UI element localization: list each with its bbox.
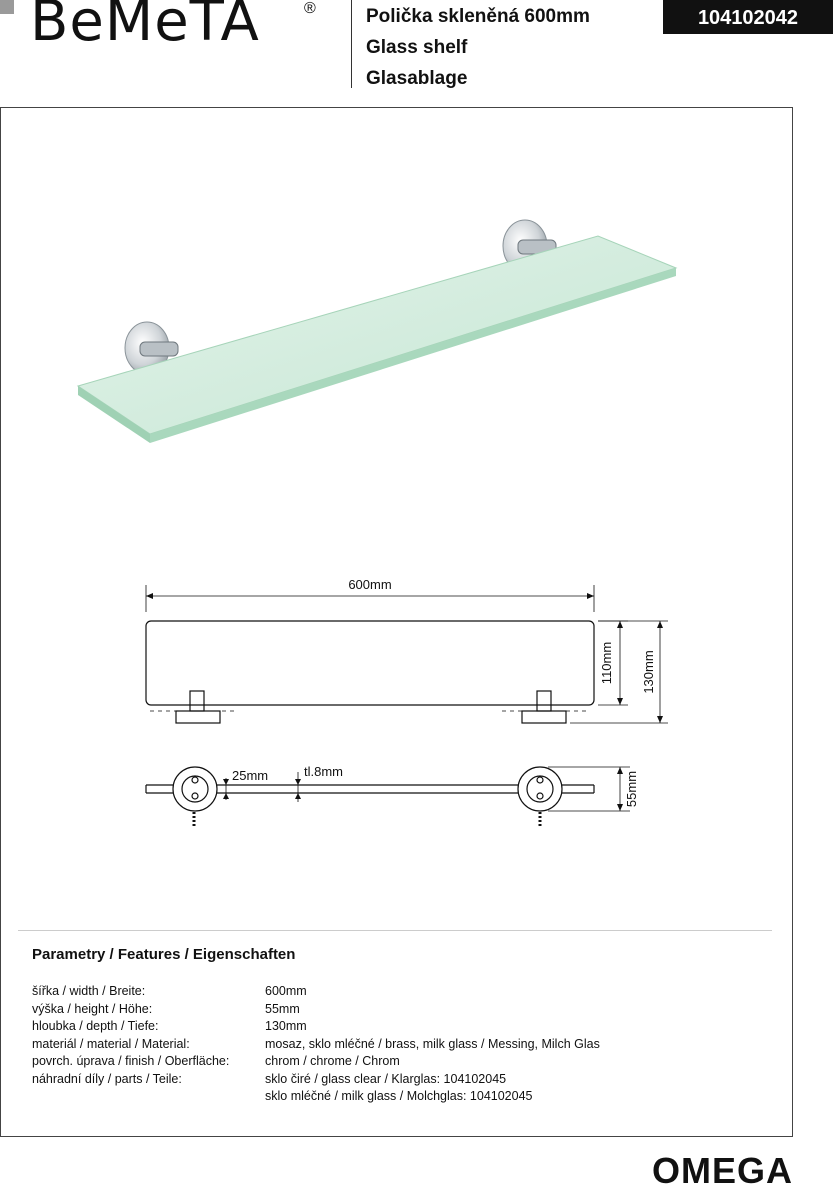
spec-label: šířka / width / Breite: [32, 984, 146, 998]
spec-value: 600mm [265, 984, 307, 998]
spec-value: mosaz, sklo mléčné / brass, milk glass / Messing, Milch Glas [265, 1036, 600, 1051]
title-cz: Polička skleněná 600mm [366, 6, 590, 27]
spec-row [32, 983, 600, 1001]
spec-value: sklo čiré / glass clear / Klarglas: 104102045 [265, 1071, 507, 1086]
spec-label: povrch. úprava / finish / Oberfläche: [32, 1054, 230, 1068]
spec-row [32, 1088, 600, 1106]
spec-row [32, 1001, 600, 1019]
dim-25-label: 25mm [232, 768, 269, 783]
series-name: OMEGA [651, 1150, 793, 1191]
spec-label [32, 1088, 265, 1106]
spec-value: 130mm [265, 1019, 307, 1033]
dim-110-label: 110mm [599, 641, 614, 685]
dim-width-label: 600mm [348, 577, 392, 592]
spec-label: hloubka / depth / Tiefe: [32, 1019, 159, 1033]
spec-row [32, 1053, 600, 1071]
product-code: 104102042 [663, 0, 833, 34]
spec-value: chrom / chrome / Chrom [265, 1054, 400, 1068]
dim-130-label: 130mm [641, 650, 656, 694]
spec-label: výška / height / Höhe: [32, 1001, 153, 1016]
spec-label: náhradní díly / parts / Teile: [32, 1071, 182, 1086]
features-heading: Parametry / Features / Eigenschaften [32, 946, 296, 963]
spec-row [32, 1036, 600, 1054]
registered-mark: ® [304, 0, 316, 17]
top-view-drawing [146, 767, 630, 828]
spec-label: materiál / material / Material: [32, 1036, 190, 1051]
spec-table [32, 983, 600, 1106]
dim-55-label: 55mm [624, 770, 639, 808]
spec-value: 55mm [265, 1001, 300, 1016]
spec-row [32, 1071, 600, 1089]
title-de: Glasablage [366, 68, 468, 89]
dim-thickness-label: tl.8mm [304, 764, 343, 779]
front-view-drawing [146, 585, 668, 723]
title-en: Glass shelf [366, 37, 468, 58]
brand-logo: BeMeTA [30, 0, 260, 54]
spec-value: sklo mléčné / milk glass / Molchglas: 104102045 [265, 1089, 533, 1103]
spec-row [32, 1018, 600, 1036]
